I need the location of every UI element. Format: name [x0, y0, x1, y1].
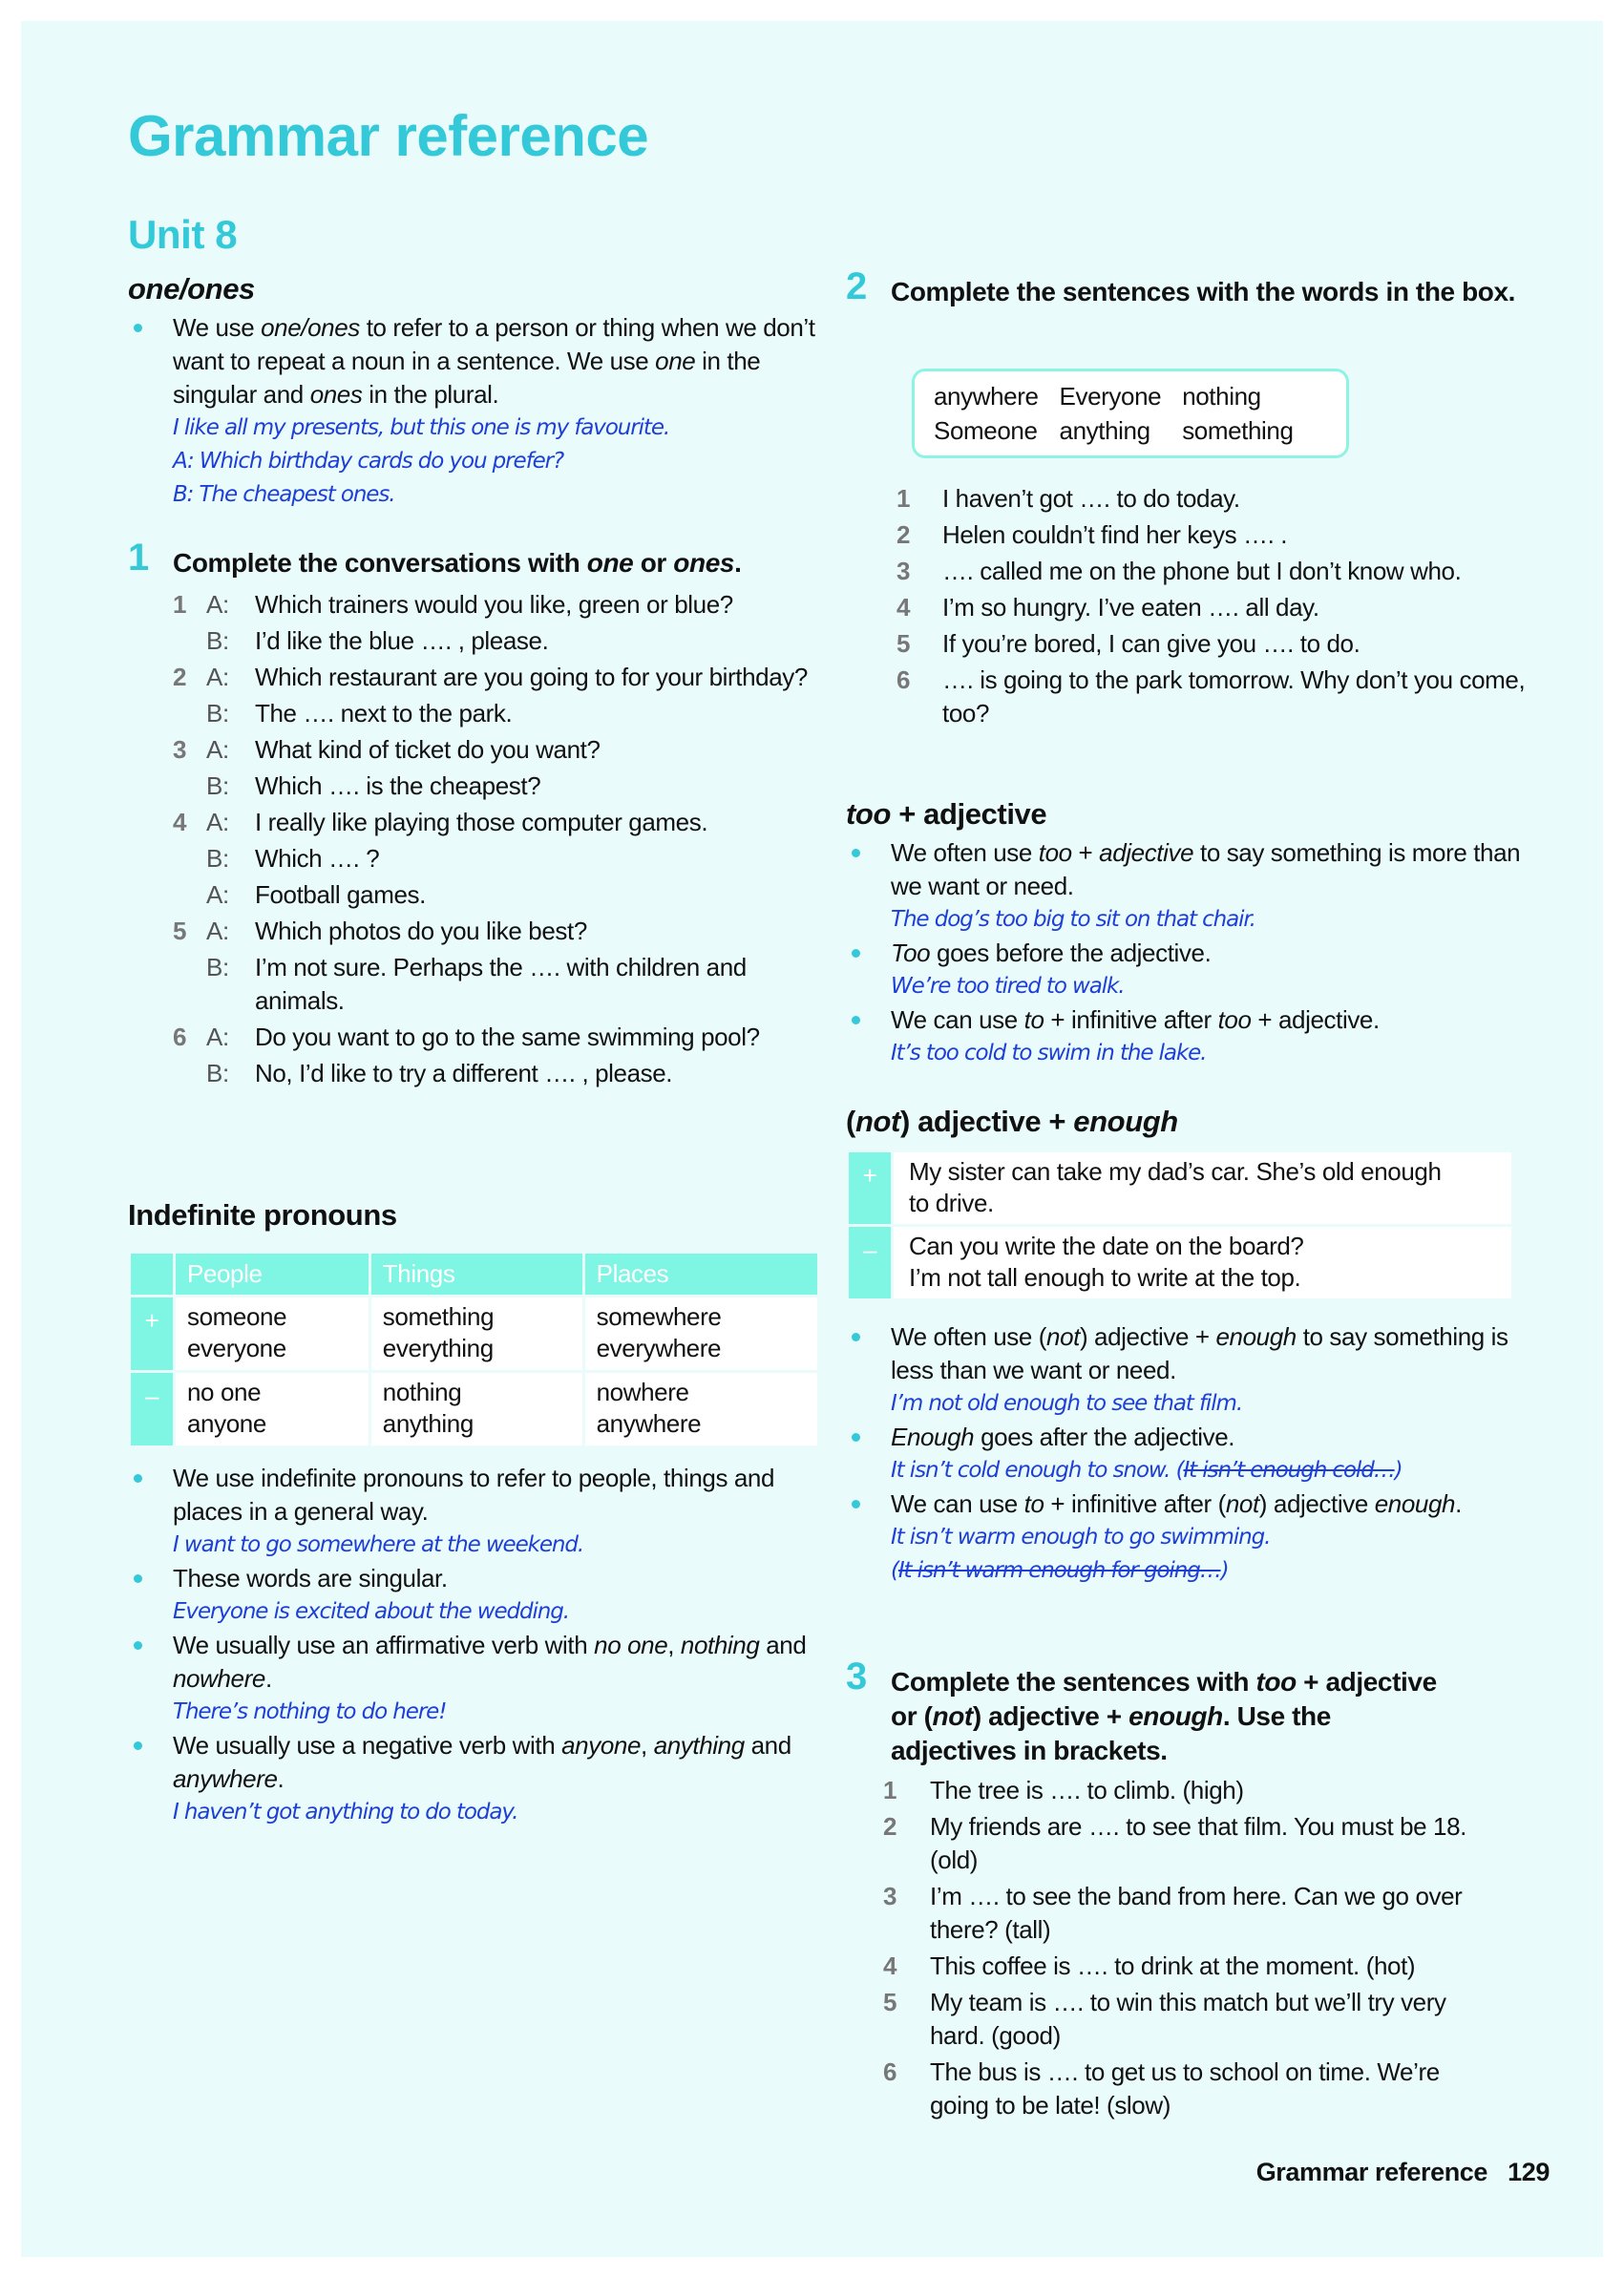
item-text: Helen couldn’t find her keys …. .: [942, 520, 1288, 549]
text-segment: Enough: [891, 1423, 975, 1451]
list-item: [883, 1880, 1483, 1947]
adjective-enough-section: [846, 1104, 1533, 1588]
list-item: [891, 627, 1540, 661]
table-cell: somewhere everywhere: [583, 1297, 818, 1372]
item-number: 2: [896, 520, 911, 549]
line-text: Which photos do you like best?: [255, 917, 587, 945]
text-segment: We often use (: [891, 1322, 1047, 1351]
table-cell: someone everyone: [175, 1297, 370, 1372]
exercise-instruction: [891, 277, 1515, 306]
section-heading: [846, 1104, 1533, 1140]
text-segment: nowhere: [173, 1664, 265, 1693]
bullet-text: [891, 1423, 1234, 1451]
word-box: [912, 369, 1349, 458]
line-text: Which trainers would you like, green or blue?: [255, 590, 733, 619]
conversation-line: [173, 878, 825, 912]
conversation-line: [173, 661, 825, 694]
table-row: [848, 1226, 1513, 1300]
exercise-instruction: [173, 548, 741, 578]
text-segment: nothing: [680, 1631, 760, 1659]
text-segment: enough: [1073, 1105, 1178, 1138]
text-segment: It’s too cold to swim in the lake.: [891, 1041, 1207, 1065]
table-header-row: [130, 1253, 819, 1297]
bullet-text: [173, 1564, 448, 1592]
section-heading: [846, 796, 1533, 833]
item-text: This coffee is …. to drink at the moment. (hot): [930, 1951, 1416, 1980]
page: [21, 21, 1603, 2257]
text-segment: not: [932, 1701, 973, 1731]
exercise-heading: [846, 265, 1533, 309]
item-text: My friends are …. to see that film. You must be 18. (old): [930, 1812, 1466, 1874]
item-text: I haven’t got …. to do today.: [942, 484, 1240, 513]
text-segment: ones: [673, 548, 735, 578]
text-segment: in the plural.: [362, 380, 499, 409]
speaker-label: A:: [206, 808, 229, 836]
text-segment: and: [744, 1731, 791, 1760]
minus-sign: –: [848, 1226, 893, 1300]
page-number: 129: [1508, 2158, 1550, 2186]
heading-text: [846, 797, 1046, 831]
speaker-label: B:: [206, 844, 229, 873]
text-segment: It isn’t cold enough to snow. (: [891, 1458, 1184, 1483]
text-segment: We often use: [891, 838, 1039, 867]
exercise-heading: [128, 537, 825, 580]
section-heading: Indefinite pronouns: [128, 1198, 397, 1232]
sentence-list: [891, 482, 1540, 733]
line-text: No, I’d like to try a different …. , please.: [255, 1059, 673, 1087]
bullet: [846, 1320, 1533, 1421]
text-segment: one: [655, 347, 696, 375]
conversation-line: [173, 806, 825, 839]
text-segment: + adjective or (: [891, 1667, 1437, 1731]
example-sentence: [891, 1387, 1533, 1421]
text-segment: + infinitive after (: [1044, 1489, 1226, 1518]
minus-sign: –: [130, 1372, 175, 1447]
text-segment: enough: [1215, 1322, 1297, 1351]
bullet-text: [891, 1489, 1462, 1518]
text-segment: enough: [1374, 1489, 1456, 1518]
text-segment: not: [854, 1105, 900, 1138]
text-segment: .: [277, 1764, 285, 1793]
text-segment: The dog’s too big to sit on that chair.: [891, 907, 1255, 932]
text-segment: too: [1217, 1005, 1252, 1034]
text-segment: (: [891, 1558, 898, 1583]
text-segment: Too: [891, 939, 931, 967]
list-item: [883, 1810, 1483, 1877]
table-row: [130, 1372, 819, 1447]
text-segment: no one: [594, 1631, 668, 1659]
enough-table: [846, 1150, 1514, 1301]
item-number: [173, 770, 206, 803]
line-text: I’d like the blue …. , please.: [255, 626, 549, 655]
text-segment: ,: [641, 1731, 654, 1760]
text-segment: one/ones: [261, 313, 360, 342]
line-text: Which …. is the cheapest?: [255, 771, 541, 800]
item-number: 6: [896, 665, 911, 694]
word: Someone: [934, 416, 1038, 445]
one-ones-section: [128, 271, 825, 512]
list-item: [891, 591, 1540, 624]
word: anything: [1059, 416, 1150, 445]
text-segment: ): [1394, 1458, 1403, 1483]
example-sentence: [173, 478, 825, 512]
line-text: Which restaurant are you going to for your birthday?: [255, 663, 808, 691]
item-text: My team is …. to win this match but we’ll try very hard. (good): [930, 1988, 1446, 2050]
table-corner: [130, 1253, 175, 1297]
text-segment: I like all my presents, but this one is my favourite.: [173, 415, 670, 440]
too-adjective-section: [846, 796, 1533, 1070]
line-text: Football games.: [255, 880, 426, 909]
text-segment: I’m not old enough to see that film.: [891, 1391, 1243, 1416]
example-sentence: [173, 1595, 825, 1629]
list-item: [891, 664, 1540, 730]
text-segment: A: Which birthday cards do you prefer?: [173, 449, 564, 474]
conversation-line: [173, 588, 825, 622]
conversation-line: [173, 697, 825, 730]
bullet: [128, 1629, 825, 1729]
bullet-text: [173, 1631, 806, 1693]
text-segment: anyone: [561, 1731, 642, 1760]
bullet-text: [173, 313, 815, 409]
line-text: I’m not sure. Perhaps the …. with children and animals.: [255, 953, 747, 1015]
text-segment: + adjective.: [1251, 1005, 1380, 1034]
text-segment: + infinitive after: [1044, 1005, 1218, 1034]
text-segment: ): [1220, 1558, 1229, 1583]
plus-sign: +: [848, 1151, 893, 1226]
item-number: [173, 697, 206, 730]
text-segment: (: [846, 1105, 855, 1138]
item-number: 4: [173, 808, 187, 836]
text-segment: +: [1071, 838, 1100, 867]
example-sentence: [173, 445, 825, 478]
text-segment: in the singular and: [173, 347, 761, 409]
section-heading: one/ones: [128, 272, 255, 306]
text-segment: .: [264, 1664, 272, 1693]
item-number: 4: [883, 1951, 897, 1980]
speaker-label: A:: [206, 735, 229, 764]
speaker-label: A:: [206, 917, 229, 945]
bullet-text: [891, 838, 1520, 900]
text-segment: ) adjective +: [899, 1105, 1074, 1138]
item-number: [173, 878, 206, 912]
list-item: [891, 555, 1540, 588]
line-text: I really like playing those computer games.: [255, 808, 708, 836]
text-segment: to say something is less than we want or need.: [891, 1322, 1508, 1384]
text-segment: .: [734, 548, 742, 578]
item-number: 1: [173, 590, 187, 619]
exercise-3: [846, 1656, 1514, 2125]
bullet: [128, 311, 825, 512]
item-text: The tree is …. to climb. (high): [930, 1776, 1244, 1804]
text-segment: enough: [1128, 1701, 1223, 1731]
conversation-line: [173, 951, 825, 1018]
speaker-label: B:: [206, 626, 229, 655]
conversation-line: [173, 1057, 825, 1090]
conversation-line: [173, 770, 825, 803]
item-text: The bus is …. to get us to school on time. We’re going to be late! (slow): [930, 2057, 1440, 2120]
text-segment: adjective: [1099, 838, 1194, 867]
exercise-instruction: [891, 1667, 1437, 1765]
text-segment: too: [1038, 838, 1072, 867]
bullet-text: [891, 1322, 1508, 1384]
bullet-text: [891, 939, 1211, 967]
conversation-list: [128, 588, 825, 1090]
conversation-line: [173, 624, 825, 658]
table-cell: something everything: [369, 1297, 583, 1372]
text-segment: There’s nothing to do here!: [173, 1699, 447, 1724]
speaker-label: B:: [206, 771, 229, 800]
example-sentence: [891, 1521, 1533, 1554]
conversation-line: [173, 1021, 825, 1054]
word: anywhere: [934, 382, 1039, 411]
item-number: 5: [883, 1988, 897, 2016]
text-segment: and: [759, 1631, 807, 1659]
bullet-text: [173, 1464, 774, 1526]
text-segment: These words are singular.: [173, 1564, 448, 1592]
text-segment: Complete the sentences with: [891, 1667, 1256, 1697]
bullet-list: [846, 1320, 1533, 1588]
text-segment: one: [586, 548, 634, 578]
speaker-label: A:: [206, 1023, 229, 1051]
line-text: Which …. ?: [255, 844, 380, 873]
text-segment: We’re too tired to walk.: [891, 974, 1125, 999]
item-number: 3: [173, 735, 187, 764]
word: nothing: [1182, 382, 1261, 411]
bullet-text: [173, 1731, 791, 1793]
bullet: [846, 1421, 1533, 1487]
item-text: If you’re bored, I can give you …. to do.: [942, 629, 1360, 658]
list-item: [891, 482, 1540, 516]
table-cell: nothing anything: [369, 1372, 583, 1447]
conversation-line: [173, 842, 825, 875]
text-segment: It isn’t warm enough for going…: [897, 1558, 1221, 1583]
line-text: What kind of ticket do you want?: [255, 735, 601, 764]
bullet-list: [128, 1462, 825, 1829]
heading-text: [846, 1105, 1178, 1138]
text-segment: B: The cheapest ones.: [173, 482, 395, 507]
bullet: [846, 937, 1533, 1003]
text-segment: We can use: [891, 1005, 1024, 1034]
bullet: [846, 836, 1533, 937]
item-number: 5: [896, 629, 911, 658]
text-segment: . Use the adjectives in brackets.: [891, 1701, 1331, 1765]
indefinite-pronouns-section: [128, 1197, 825, 1829]
text-segment: ) adjective +: [972, 1701, 1129, 1731]
speaker-label: A:: [206, 590, 229, 619]
example-sentence: [173, 1796, 825, 1829]
text-segment: to say something is more than we want or need.: [891, 838, 1521, 900]
text-segment: anywhere: [173, 1764, 278, 1793]
list-item: [883, 2056, 1483, 2122]
text-segment: We usually use a negative verb with: [173, 1731, 562, 1760]
sentence-list: [883, 1774, 1483, 2122]
examples: [173, 411, 825, 512]
item-number: 1: [883, 1776, 897, 1804]
text-segment: Complete the conversations with: [173, 548, 587, 578]
column-header: People: [175, 1253, 370, 1297]
text-segment: to: [1023, 1489, 1044, 1518]
example-sentence: [891, 1454, 1533, 1487]
list-item: [883, 1986, 1483, 2053]
table-cell: nowhere anywhere: [583, 1372, 818, 1447]
item-number: 4: [896, 593, 911, 622]
exercise-number: 1: [128, 537, 149, 579]
speaker-label: A:: [206, 663, 229, 691]
item-number: [173, 624, 206, 658]
text-segment: Complete the sentences with the words in the box.: [891, 277, 1516, 306]
list-item: [891, 518, 1540, 552]
text-segment: We usually use an affirmative verb with: [173, 1631, 595, 1659]
text-segment: I want to go somewhere at the weekend.: [173, 1532, 584, 1557]
item-number: 1: [896, 484, 911, 513]
example-sentence: [891, 1037, 1533, 1070]
plus-sign: +: [130, 1297, 175, 1372]
text-segment: goes before the adjective.: [930, 939, 1212, 967]
example-sentence: [173, 411, 825, 445]
table-cell: no one anyone: [175, 1372, 370, 1447]
text-segment: It isn’t enough cold…: [1183, 1458, 1395, 1483]
text-segment: We use: [173, 313, 262, 342]
list-item: [883, 1950, 1483, 1983]
text-segment: not: [1046, 1322, 1080, 1351]
page-title: Grammar reference: [128, 104, 649, 168]
text-segment: .: [1455, 1489, 1462, 1518]
text-segment: or: [633, 548, 674, 578]
item-number: 2: [883, 1812, 897, 1841]
column-header: Things: [369, 1253, 583, 1297]
item-number: 5: [173, 917, 187, 945]
list-item: [883, 1774, 1483, 1807]
bullet: [846, 1003, 1533, 1070]
item-number: 2: [173, 663, 187, 691]
line-text: Do you want to go to the same swimming pool?: [255, 1023, 760, 1051]
exercise-number: 2: [846, 265, 867, 307]
speaker-label: A:: [206, 880, 229, 909]
text-segment: + adjective: [891, 797, 1047, 831]
exercise-heading: [846, 1656, 1457, 1768]
speaker-label: B:: [206, 1059, 229, 1087]
conversation-line: [173, 915, 825, 948]
example-sentence: [891, 970, 1533, 1003]
example-sentence: [891, 903, 1533, 937]
text-segment: too: [846, 797, 891, 831]
table-row: [130, 1297, 819, 1372]
item-number: 6: [173, 1023, 187, 1051]
text-segment: to refer to a person or thing when we don’t want to repeat a noun in a sentence. We use: [173, 313, 815, 375]
item-number: 6: [883, 2057, 897, 2086]
line-text: The …. next to the park.: [255, 699, 513, 728]
item-number: [173, 1057, 206, 1090]
exercise-2: [846, 265, 1533, 309]
bullet-text: [891, 1005, 1380, 1034]
speaker-label: B:: [206, 699, 229, 728]
exercise-1: [128, 537, 825, 1093]
text-segment: I haven’t got anything to do today.: [173, 1800, 518, 1825]
text-segment: Everyone is excited about the wedding.: [173, 1599, 569, 1624]
text-segment: ) adjective: [1258, 1489, 1375, 1518]
speaker-label: B:: [206, 953, 229, 981]
bullet: [846, 1487, 1533, 1588]
item-text: …. is going to the park tomorrow. Why don’t you come, too?: [942, 665, 1526, 728]
table-cell: My sister can take my dad’s car. She’s old enough to drive.: [893, 1151, 1513, 1226]
text-segment: It isn’t warm enough to go swimming.: [891, 1525, 1271, 1550]
pronouns-table: [128, 1251, 820, 1448]
item-text: …. called me on the phone but I don’t know who.: [942, 557, 1462, 585]
table-cell: Can you write the date on the board? I’m not tall enough to write at the top.: [893, 1226, 1513, 1300]
item-text: I’m so hungry. I’ve eaten …. all day.: [942, 593, 1319, 622]
word: Everyone: [1059, 382, 1162, 411]
conversation-line: [173, 733, 825, 767]
bullet: [128, 1729, 825, 1829]
unit-heading: Unit 8: [128, 212, 238, 257]
example-sentence: [173, 1529, 825, 1562]
text-segment: anything: [653, 1731, 745, 1760]
text-segment: too: [1255, 1667, 1297, 1697]
text-segment: ones: [309, 380, 363, 409]
table-row: [848, 1151, 1513, 1226]
item-number: 3: [896, 557, 911, 585]
page-footer: [1256, 2158, 1550, 2187]
bullet: [128, 1562, 825, 1629]
word: something: [1182, 416, 1294, 445]
example-sentence: [891, 1554, 1533, 1588]
text-segment: We can use: [891, 1489, 1024, 1518]
text-segment: ) adjective +: [1079, 1322, 1216, 1351]
item-number: [173, 842, 206, 875]
example-sentence: [173, 1696, 825, 1729]
text-segment: not: [1225, 1489, 1259, 1518]
exercise-number: 3: [846, 1656, 867, 1698]
text-segment: to: [1023, 1005, 1044, 1034]
item-number: 3: [883, 1882, 897, 1910]
text-segment: We use indefinite pronouns to refer to people, things and places in a general way.: [173, 1464, 775, 1526]
footer-label: Grammar reference: [1255, 2158, 1488, 2186]
text-segment: ,: [667, 1631, 681, 1659]
bullet-list: [846, 836, 1533, 1070]
bullet: [128, 1462, 825, 1562]
text-segment: goes after the adjective.: [974, 1423, 1235, 1451]
item-number: [173, 951, 206, 1018]
column-header: Places: [583, 1253, 818, 1297]
item-text: I’m …. to see the band from here. Can we go over there? (tall): [930, 1882, 1463, 1944]
